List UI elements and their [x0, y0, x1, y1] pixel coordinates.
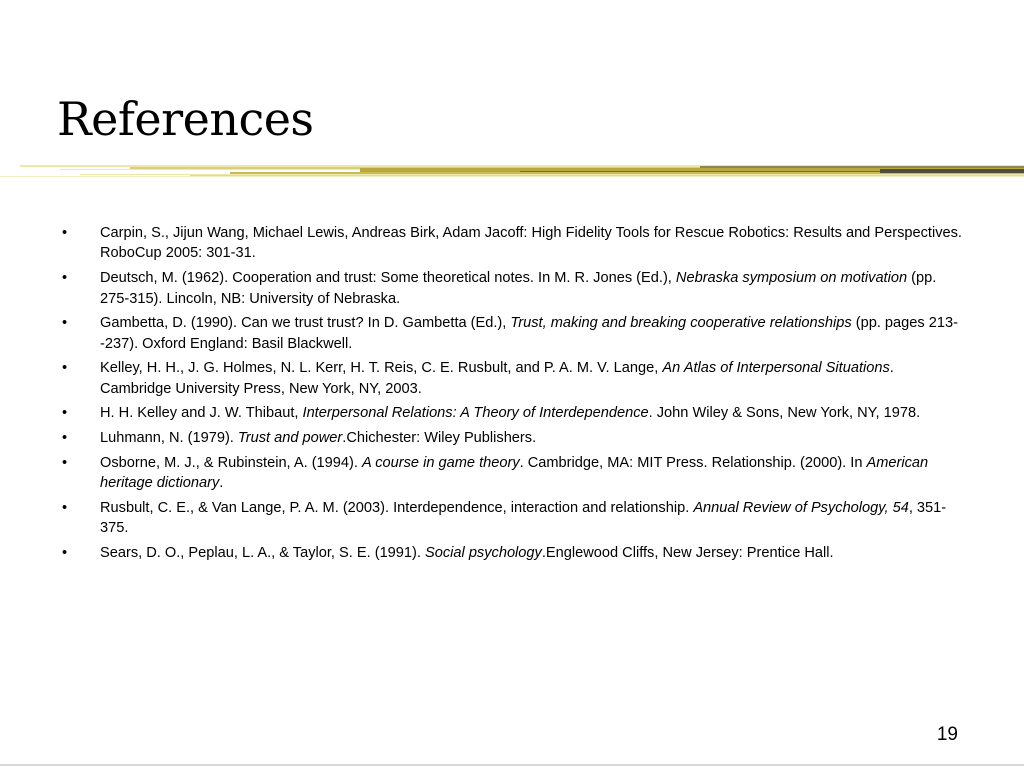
reference-item [62, 543, 962, 563]
reference-title-italic: Trust, making and breaking cooperative relationships [510, 315, 852, 332]
reference-text [100, 455, 928, 491]
reference-segment: Kelley, H. H., J. G. Holmes, N. L. Kerr, H. T. Reis, C. E. Rusbult, and P. A. M. V. Lange, [100, 360, 663, 377]
reference-item [62, 453, 962, 494]
reference-text [100, 360, 894, 396]
bullet-icon: • [62, 270, 68, 287]
reference-text [100, 405, 920, 421]
title-divider [0, 160, 1024, 184]
page-number: 19 [936, 724, 958, 745]
footer-divider [0, 764, 1024, 766]
reference-item [62, 268, 962, 309]
reference-segment: . John Wiley & Sons, New York, NY, 1978. [648, 405, 921, 422]
bullet-icon: • [62, 405, 68, 422]
reference-text [100, 270, 936, 306]
bullet-icon: • [62, 225, 68, 241]
slide-title: References [57, 92, 314, 146]
reference-title-italic: Nebraska symposium on motivation [675, 270, 908, 287]
reference-segment: Deutsch, M. (1962). Cooperation and trust: Some theoretical notes. In M. R. Jones (Ed.), [100, 270, 676, 287]
reference-segment: (pp. 275-315). Lincoln, NB: University of Nebraska. [100, 270, 937, 307]
bullet-icon: • [62, 360, 68, 377]
reference-segment: (pp. pages 213--237). Oxford England: Basil Blackwell. [100, 315, 958, 352]
reference-item [62, 428, 962, 448]
reference-text [100, 500, 946, 536]
reference-segment: Carpin, S., Jijun Wang, Michael Lewis, Andreas Birk, Adam Jacoff: High Fidelity Tools for Rescue Robotics: Results and Perspectives. RoboCup 2005: 301-31. [100, 225, 962, 262]
reference-item [62, 403, 962, 423]
reference-item [62, 498, 962, 539]
reference-segment: . Cambridge, MA: MIT Press. Relationship. (2000). In [519, 454, 867, 471]
reference-item [62, 313, 962, 354]
reference-title-italic: Social psychology [425, 545, 542, 562]
reference-segment: Osborne, M. J., & Rubinstein, A. (1994). [100, 454, 362, 471]
reference-title-italic: An Atlas of Interpersonal Situations [662, 360, 890, 377]
reference-segment: .Chichester: Wiley Publishers. [342, 430, 537, 447]
reference-item [62, 358, 962, 399]
reference-item [62, 223, 962, 264]
bullet-icon: • [62, 315, 68, 332]
reference-title-italic: Annual Review of Psychology, 54 [693, 499, 909, 516]
reference-segment: Rusbult, C. E., & Van Lange, P. A. M. (2003). Interdependence, interaction and relationship. [100, 499, 694, 516]
reference-title-italic: A course in game theory [362, 454, 520, 471]
bullet-icon: • [62, 454, 68, 471]
reference-segment: Luhmann, N. (1979). [100, 430, 238, 447]
reference-segment: H. H. Kelley and J. W. Thibaut, [100, 405, 303, 422]
reference-title-italic: American heritage dictionary [100, 454, 929, 492]
reference-segment: , 351-375. [100, 499, 947, 537]
reference-segment: Sears, D. O., Peplau, L. A., & Taylor, S. E. (1991). [100, 545, 426, 562]
reference-text [100, 315, 958, 351]
bullet-icon: • [62, 430, 68, 447]
reference-list [62, 223, 962, 568]
reference-title-italic: Trust and power [237, 430, 343, 447]
reference-title-italic: Interpersonal Relations: A Theory of Interdependence [302, 405, 649, 422]
reference-text [100, 430, 536, 446]
bullet-icon: • [62, 499, 68, 516]
reference-segment: Gambetta, D. (1990). Can we trust trust? In D. Gambetta (Ed.), [100, 315, 511, 332]
bullet-icon: • [62, 545, 68, 562]
reference-segment: . Cambridge University Press, New York, NY, 2003. [100, 360, 894, 397]
reference-segment: .Englewood Cliffs, New Jersey: Prentice Hall. [541, 545, 834, 562]
reference-segment: . [219, 475, 224, 492]
reference-text [100, 225, 962, 261]
reference-text [100, 545, 834, 561]
